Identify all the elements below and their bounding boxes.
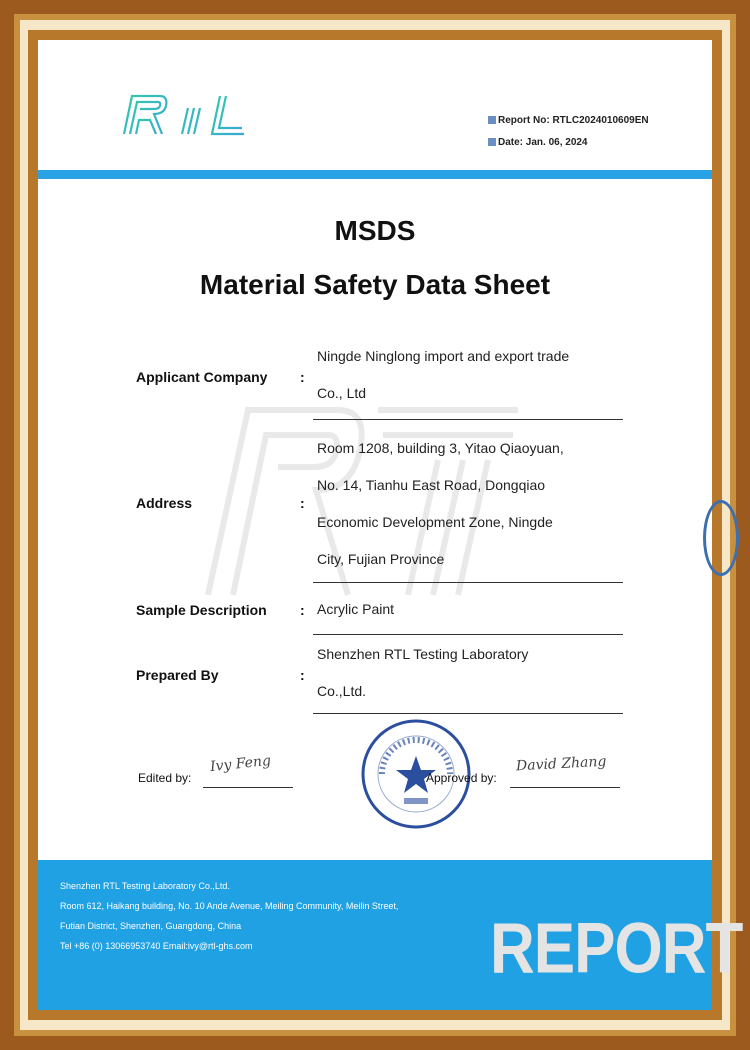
report-number: Report No: RTLC2024010609EN <box>488 110 649 132</box>
report-meta <box>488 110 649 154</box>
footer-company: Shenzhen RTL Testing Laboratory Co.,Ltd. <box>60 881 230 891</box>
edited-by-label: Edited by: <box>138 771 192 785</box>
bullet-square-icon <box>488 138 496 146</box>
footer-address-1: Room 612, Haikang building, No. 10 Ande Avenue, Meiling Community, Meilin Street, <box>60 901 399 911</box>
report-date: Date: Jan. 06, 2024 <box>488 132 649 154</box>
footer-address-2: Futian District, Shenzhen, Guangdong, China <box>60 921 242 931</box>
bullet-square-icon <box>488 116 496 124</box>
sample-label: Sample Description <box>136 602 267 618</box>
sample-value: Acrylic Paint <box>317 601 395 617</box>
header-divider-bar <box>38 170 712 179</box>
applicant-colon: : <box>300 369 305 385</box>
footer-phone-email: Tel +86 (0) 13066953740 Email:ivy@rtl-ghs.com <box>60 941 253 951</box>
approved-by-line <box>510 787 620 788</box>
prepared-label: Prepared By <box>136 667 219 683</box>
prepared-colon: : <box>300 667 305 683</box>
applicant-label: Applicant Company <box>136 369 268 385</box>
address-label: Address <box>136 495 193 511</box>
edited-by-signature: Ivy Feng <box>209 752 272 776</box>
approved-by-signature: David Zhang <box>515 753 607 775</box>
applicant-underline <box>313 419 623 420</box>
footer-band <box>38 860 743 1010</box>
footer-contact <box>60 876 398 956</box>
title-msds: MSDS <box>334 215 416 246</box>
edge-seal-fragment <box>703 500 739 576</box>
prepared-value: Shenzhen RTL Testing Laboratory Co.,Ltd. <box>317 646 529 699</box>
approved-by-label: Approved by: <box>426 771 497 785</box>
applicant-value: Ningde Ninglong import and export trade Co., Ltd <box>317 348 570 401</box>
prepared-underline <box>313 713 623 714</box>
sample-colon: : <box>300 602 305 618</box>
document-page <box>38 40 743 1010</box>
edited-by-line <box>203 787 293 788</box>
title-full: Material Safety Data Sheet <box>199 269 551 300</box>
address-colon: : <box>300 495 305 511</box>
address-value: Room 1208, building 3, Yitao Qiaoyuan, No. 14, Tianhu East Road, Dongqiao Economic Development Zone, Ningde City, Fujian Province <box>317 440 564 567</box>
report-wordmark: REPORT <box>490 909 743 989</box>
rtl-logo <box>118 90 248 140</box>
address-underline <box>313 582 623 583</box>
sample-underline <box>313 634 623 635</box>
